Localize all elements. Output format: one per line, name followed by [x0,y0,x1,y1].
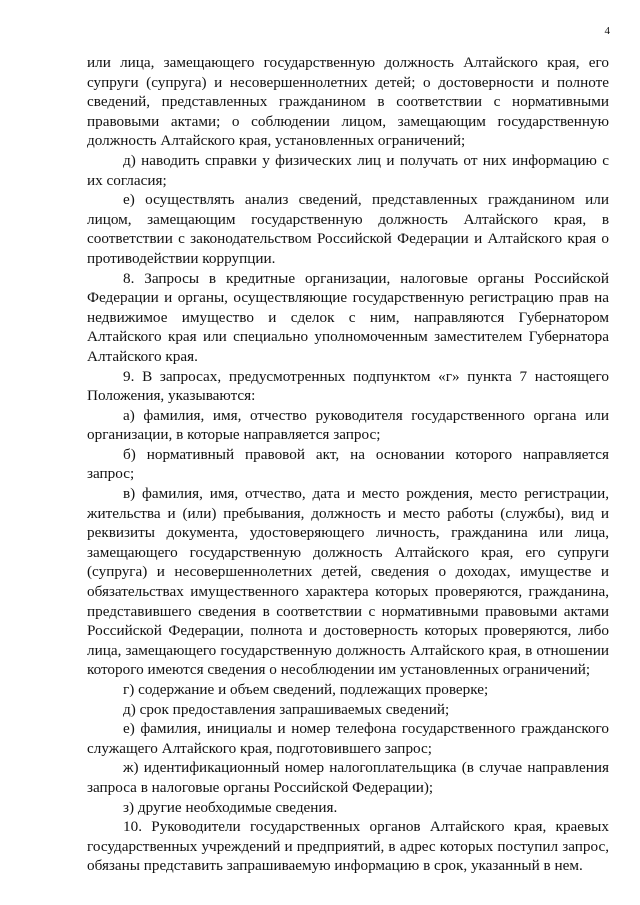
paragraph-item-zh: ж) идентификационный номер налогоплательщика (в случае направления запроса в налоговые органы Российской Федерации); [87,759,609,796]
paragraph-item-g: г) содержание и объем сведений, подлежащих проверке; [123,681,489,698]
paragraph-item-b: б) нормативный правовой акт, на основании которого направляется запрос; [87,445,609,483]
paragraph-continuation: или лица, замещающего государственную должность Алтайского края, его супруги (супруга) и несовершеннолетних детей; о достоверности и полноте сведений, представленных гражданином в соответствии с нормативными правовыми актами; о соблюдении лицом, замещающим государственную должность Алтайского края, установленных ограничений; [87,54,609,150]
paragraph-item-e2: е) фамилия, инициалы и номер телефона государственного гражданского служащего Алтайского края, подготовившего запрос; [87,720,609,757]
paragraph-item-d: д) наводить справки у физических лиц и получать от них информацию с их согласия; [87,151,609,189]
paragraph-item-d2: д) срок предоставления запрашиваемых сведений; [123,700,450,718]
paragraph-item-v: в) фамилия, имя, отчество, дата и место рождения, место регистрации, жительства и (или) пребывания, должность и место работы (службы), вид и реквизиты документа, удостоверяющего личность, гражданина или лица, замещающего государственную должность Алтайского края, его супруги (супруга) и несовершеннолетних детей, сведения о доходах, имуществе и обязательствах имущественного характера которых проверяются, гражданина, представившего сведения в соответствии с нормативными правовыми актами Российской Федерации, полнота и достоверность которых проверяются, либо лица, замещающего государственную должность Алтайского края, в отношении которого имеются сведения о несоблюдении им установленных ограничений; [87,485,609,679]
paragraph-item-z: з) другие необходимые сведения. [123,798,338,816]
paragraph-item-a: а) фамилия, имя, отчество руководителя государственного органа или организации, в которые направляется запрос; [87,406,609,444]
document-body [87,53,609,876]
paragraph-item-e: е) осуществлять анализ сведений, представленных гражданином или лицом, замещающим государственную должность Алтайского края, в соответствии с законодательством Российской Федерации и Алтайского края о противодействии коррупции. [87,191,609,267]
paragraph-clause-9: 9. В запросах, предусмотренных подпунктом «г» пункта 7 настоящего Положения, указываются: [87,367,609,405]
paragraph-clause-8: 8. Запросы в кредитные организации, налоговые органы Российской Федерации и органы, осуществляющие государственную регистрацию прав на недвижимое имущество и сделок с ним, направляются Губернатором Алтайского края или специально уполномоченным заместителем Губернатора Алтайского края. [87,269,609,365]
page-number: 4 [604,25,610,37]
paragraph-clause-10: 10. Руководители государственных органов Алтайского края, краевых государственных учреждений и предприятий, в адрес которых поступил запрос, обязаны представить запрашиваемую информацию в срок, указанный в нем. [87,818,609,875]
